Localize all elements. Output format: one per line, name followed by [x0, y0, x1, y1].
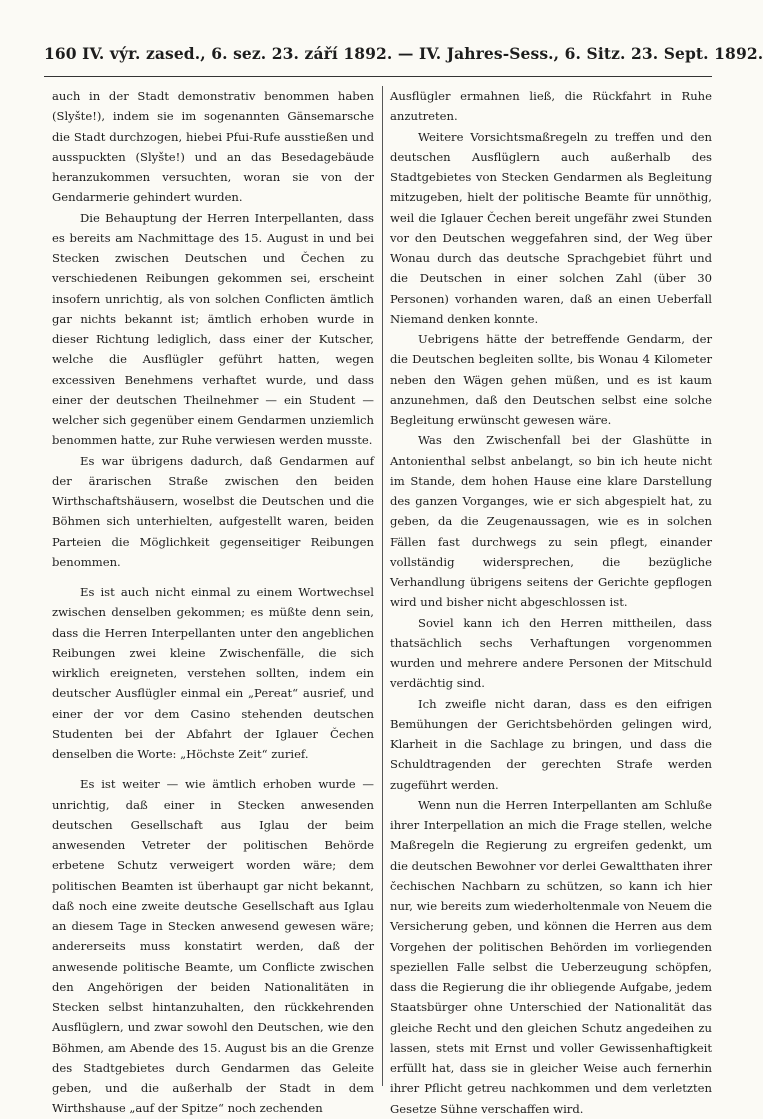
paragraph: Was den Zwischenfall bei der Glashütte in Antonienthal selbst anbelangt, so bin ich heute nicht im Stande, dem hohen Hause eine klare Darstellung des ganzen Vorganges, wie er sich abgespielt hat, zu geben, da die Zeugenaussagen, wie es in solchen Fällen fast durchwegs zu sein pflegt, einander vollständig widersprechen, die bezügliche Verhandlung übrigens seitens der Gerichte gepflogen wird und bisher nicht abgeschlossen ist.	[390, 433, 712, 610]
left-column	[52, 86, 374, 1116]
paragraph: Ich zweifle nicht daran, dass es den eifrigen Bemühungen der Gerichtsbehörden gelingen wird, Klarheit in die Sachlage zu bringen, und dass die Schuldtragenden der gerechten Strafe werden zugeführt werden.	[390, 696, 712, 792]
paragraph: Es war übrigens dadurch, daß Gendarmen auf der ärarischen Straße zwischen den beiden Wirthschaftshäusern, woselbst die Deutschen und die Böhmen sich unterhielten, aufgestellt waren, beiden Parteien die Möglichkeit gegenseitiger Reibungen benommen.	[52, 453, 374, 569]
paragraph: Uebrigens hätte der betreffende Gendarm, der die Deutschen begleiten sollte, bis Wonau 4 Kilometer neben den Wägen gehen müßen, und es ist kaum anzunehmen, daß den Deutschen selbst eine solche Begleitung erwünscht gewesen wäre.	[390, 332, 712, 427]
paragraph: Die Behauptung der Herren Interpellanten, dass es bereits am Nachmittage des 15. August in und bei Stecken zwischen Deutschen und Čechen zu verschiedenen Reibungen gekommen sei, erscheint insofern unrichtig, als von solchen Conflicten ämtlich gar nichts bekannt ist; ämtlich erhoben wurde in dieser Richtung lediglich, dass einer der Kutscher, welche die Ausflügler geführt hatten, wegen excessiven Benehmens verhaftet wurde, und dass einer der deutschen Theilnehmer — ein Student — welcher sich gegenüber einem Gendarmen unziemlich benommen hatte, zur Ruhe verwiesen werden musste.	[52, 210, 374, 448]
right-column	[390, 86, 713, 1116]
paragraph: auch in der Stadt demonstrativ benommen haben (Slyšte!), indem sie im sogenannten Gänsemarsche die Stadt durchzogen, hiebei Pfui-Rufe ausstießen und ausspuckten (Slyšte!) und an das Besedagebäude heranzukommen versuchten, woran sie von der Gendarmerie gehindert wurden.	[52, 89, 374, 205]
column-divider	[382, 86, 383, 1086]
page-header: 160 IV. výr. zased., 6. sez. 23. září 1892. — IV. Jahres-Sess., 6. Sitz. 23. Sept. 1892.	[44, 44, 763, 63]
paragraph: Ausflügler ermahnen ließ, die Rückfahrt in Ruhe anzutreten.	[390, 89, 712, 124]
paragraph: Weitere Vorsichtsmaßregeln zu treffen und den deutschen Ausflüglern auch außerhalb des Stadtgebietes von Stecken Gendarmen als Begleitung mitzugeben, hielt der politische Beamte für unnöthig, weil die Iglauer Čechen bereit ungefähr zwei Stunden vor den Deutschen weggefahren sind, der Weg über Wonau durch das deutsche Sprachgebiet führt und die Deutschen in einer solchen Zahl (über 30 Personen) vorhanden waren, daß an einen Ueberfall Niemand denken konnte.	[390, 129, 712, 326]
paragraph: Es ist auch nicht einmal zu einem Wortwechsel zwischen denselben gekommen; es müßte denn sein, dass die Herren Interpellanten unter den angeblichen Reibungen zwei kleine Zwischenfälle, die sich wirklich ereigneten, verstehen sollten, indem ein deutscher Ausflügler einmal ein „Pereat“ ausrief, und einer der vor dem Casino stehenden deutschen Studenten bei der Abfahrt der Iglauer Čechen denselben die Worte: „Höchste Zeit“ zurief.	[52, 585, 374, 761]
paragraph: Wenn nun die Herren Interpellanten am Schluße ihrer Interpellation an mich die Frage stellen, welche Maßregeln die Regierung zu ergreifen gedenkt, um die deutschen Bewohner vor derlei Gewaltthaten ihrer čechischen Nachbarn zu schützen, so kann ich hier nur, wie bereits zum wiederholtenmale von Neuem die Versicherung geben, und können die Herren aus dem Vorgehen der politischen Behörden im vorliegenden speziellen Falle selbst die Ueberzeugung schöpfen, dass die Regierung die ihr obliegende Aufgabe, jedem Staatsbürger ohne Unterschied der Nationalität das gleiche Recht und den gleichen Schutz angedeihen zu lassen, stets mit Ernst und voller Gewissenhaftigkeit erfüllt hat, dass sie in gleicher Weise auch fernerhin ihrer Pflicht getreu nachkommen und dem verletzten Gesetze Sühne verschaffen wird.	[390, 797, 713, 1116]
header-rule	[44, 76, 712, 77]
paragraph: Soviel kann ich den Herren mittheilen, dass thatsächlich sechs Verhaftungen vorgenommen wurden und mehrere andere Personen der Mitschuld verdächtig sind.	[390, 615, 712, 691]
paragraph: Es ist weiter — wie ämtlich erhoben wurde — unrichtig, daß einer in Stecken anwesenden deutschen Gesellschaft aus Iglau der beim anwesenden Vetreter der politischen Behörde erbetene Schutz verweigert worden wäre; dem politischen Beamten ist überhaupt gar nicht bekannt, daß noch eine zweite deutsche Gesellschaft aus Iglau an diesem Tage in Stecken anwesend gewesen wäre; andererseits muss konstatirt werden, daß der anwesende politische Beamte, um Conflicte zwischen den Angehörigen der beiden Nationalitäten in Stecken selbst hintanzuhalten, den rückkehrenden Ausflüglern, und zwar sowohl den Deutschen, wie den Böhmen, am Abende des 15. August bis an die Grenze des Stadtgebietes durch Gendarmen das Geleite geben, und die außerhalb der Stadt in dem Wirthshause „auf der Spitze“ noch zechenden	[52, 777, 374, 1116]
